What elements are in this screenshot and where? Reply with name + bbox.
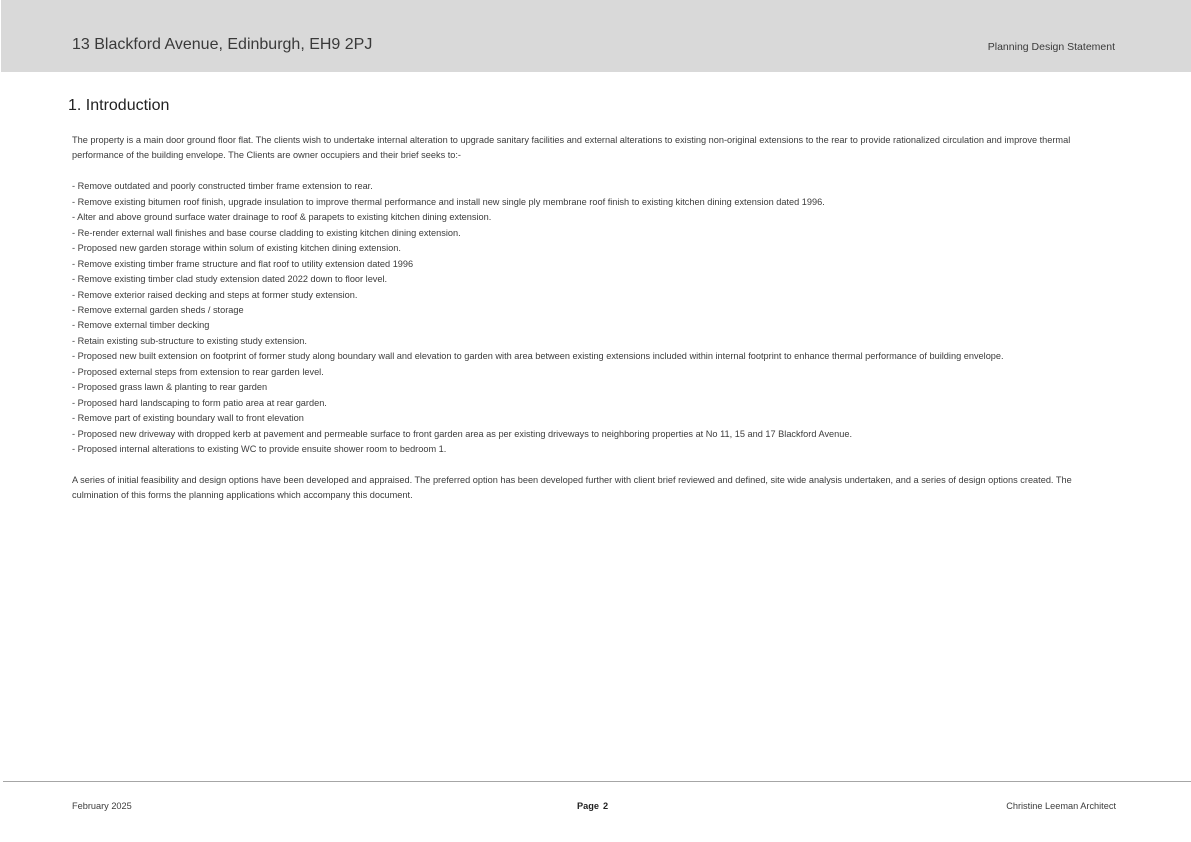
page-label: Page <box>577 801 599 811</box>
page-number <box>577 801 608 811</box>
list-item: - Remove exterior raised decking and steps at former study extension. <box>72 289 358 300</box>
list-item: - Re-render external wall finishes and base course cladding to existing kitchen dining extension. <box>72 227 461 238</box>
intro-paragraph: The property is a main door ground floor flat. The clients wish to undertake internal alteration to upgrade sanitary facilities and external alterations to existing non-original extensions to the rear to provide rationalized circulation and improve thermal performance of the building envelope. The Clients are owner occupiers and their brief seeks to:- <box>72 135 1071 161</box>
section-heading: 1. Introduction <box>68 97 170 114</box>
footer-divider <box>3 781 1191 782</box>
closing-paragraph: A series of initial feasibility and design options have been developed and appraised. The preferred option has been developed further with client brief reviewed and defined, site wide analysis undertaken, and a series of design options created. The culmination of this forms the planning applications which accompany this document. <box>72 474 1072 501</box>
footer-author: Christine Leeman Architect <box>1006 801 1116 811</box>
list-item: - Remove existing timber frame structure and flat roof to utility extension dated 1996 <box>72 258 414 269</box>
header-title: 13 Blackford Avenue, Edinburgh, EH9 2PJ <box>72 36 373 53</box>
list-item: - Remove part of existing boundary wall to front elevation <box>72 413 304 424</box>
list-item: - Remove existing bitumen roof finish, upgrade insulation to improve thermal performance and install new single ply membrane roof finish to existing kitchen dining extension dated 1996. <box>72 196 825 207</box>
list-item: - Proposed new garden storage within solum of existing kitchen dining extension. <box>72 243 401 254</box>
list-item: - Retain existing sub-structure to existing study extension. <box>72 335 307 346</box>
list-item: - Remove outdated and poorly constructed timber frame extension to rear. <box>72 181 373 192</box>
list-item: - Proposed grass lawn & planting to rear garden <box>72 382 268 393</box>
brief-list <box>72 179 1112 457</box>
page-number-value: 2 <box>602 801 609 811</box>
list-item: - Proposed internal alterations to existing WC to provide ensuite shower room to bedroom 1. <box>72 444 447 455</box>
list-item: - Remove external garden sheds / storage <box>72 304 244 315</box>
list-item: - Proposed external steps from extension to rear garden level. <box>72 366 324 377</box>
section-body <box>72 133 1112 504</box>
footer-date: February 2025 <box>72 801 132 811</box>
header-document-type: Planning Design Statement <box>987 41 1115 53</box>
list-item: - Proposed new driveway with dropped kerb at pavement and permeable surface to front garden area as per existing driveways to neighboring properties at No 11, 15 and 17 Blackford Avenue. <box>72 428 853 439</box>
list-item: - Alter and above ground surface water drainage to roof & parapets to existing kitchen dining extension. <box>72 212 492 223</box>
list-item: - Remove existing timber clad study extension dated 2022 down to floor level. <box>72 274 388 285</box>
list-item: - Proposed new built extension on footprint of former study along boundary wall and elevation to garden with area between existing extensions included within internal footprint to enhance thermal performance of building envelope. <box>72 351 1004 362</box>
list-item: - Proposed hard landscaping to form patio area at rear garden. <box>72 397 327 408</box>
list-item: - Remove external timber decking <box>72 320 210 331</box>
